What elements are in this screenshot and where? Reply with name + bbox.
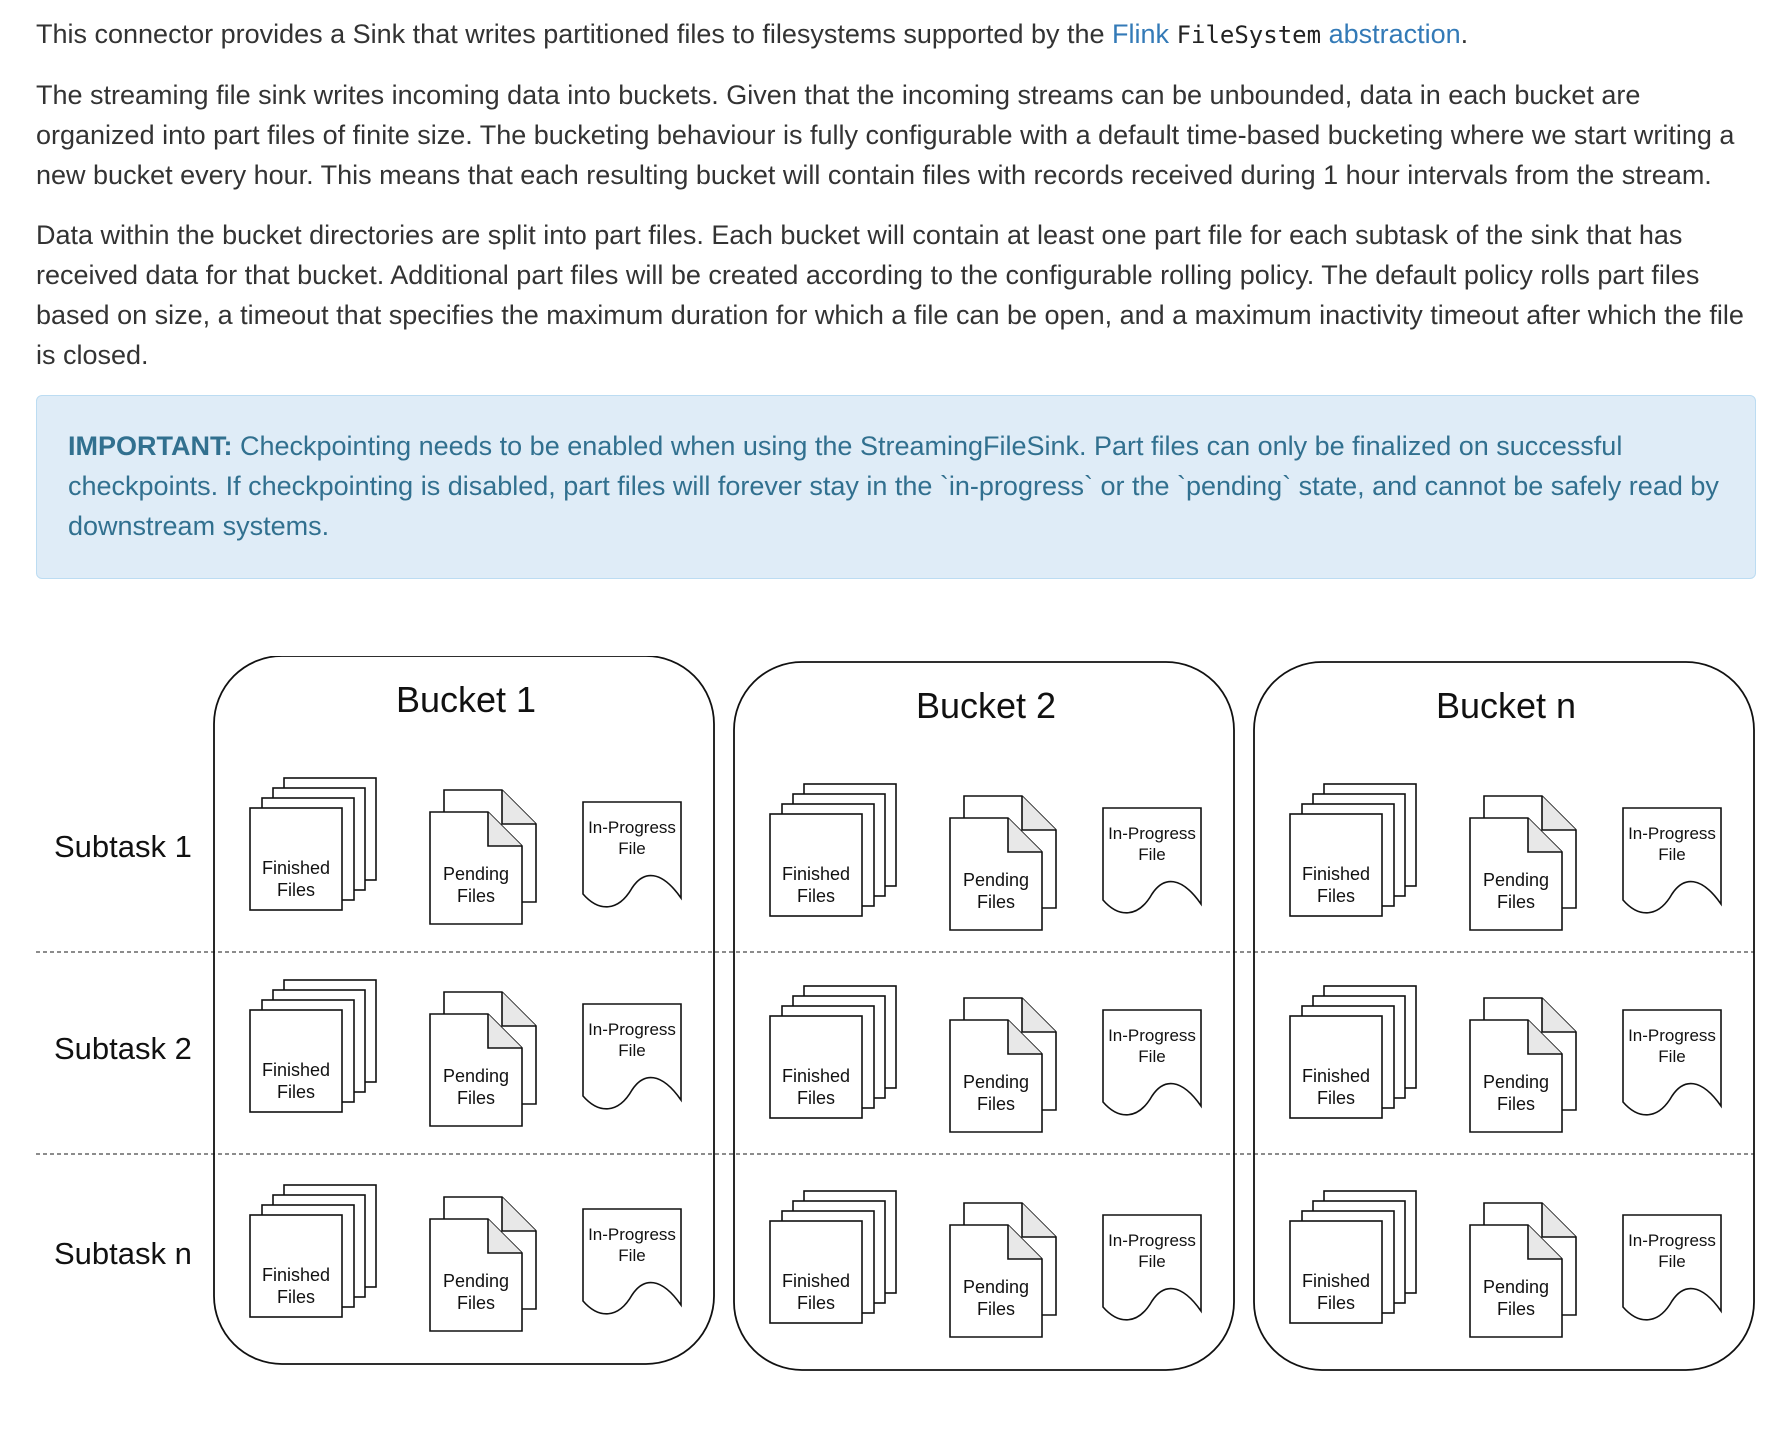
pending-file-sheet-fold <box>1022 1203 1056 1237</box>
finished-files-label: Finished <box>261 1060 331 1080</box>
flink-link[interactable]: Flink <box>1112 19 1170 49</box>
bucket-group <box>734 662 1234 1370</box>
part-files-paragraph: Data within the bucket directories are split into part files. Each bucket will contain at least one part file for each subtask of the sink that has received data for that bucket. Additional part files will be created according to the configurable rolling policy. The default policy rolls part files based on size, a timeout that specifies the maximum duration for which a file can be open, and a maximum inactivity timeout after which the file is closed. <box>36 220 1744 370</box>
buckets-paragraph: The streaming file sink writes incoming data into buckets. Given that the incoming streams can be unbounded, data in each bucket are organized into part files of finite size. The bucketing behaviour is fully configurable with a default time-based bucketing where we start writing a new bucket every hour. This means that each resulting bucket will contain files with records received during 1 hour intervals from the stream. <box>36 80 1735 190</box>
in-progress-file-label: File <box>1658 1047 1686 1066</box>
pending-files-label: Files <box>1496 1094 1536 1114</box>
pending-files-label: Files <box>976 1299 1016 1319</box>
pending-files-label: Pending <box>962 1072 1030 1092</box>
finished-files-label: Files <box>796 1293 836 1313</box>
in-progress-file-label: In-Progress <box>1628 1231 1716 1250</box>
finished-files-label: Files <box>1316 886 1356 906</box>
pending-files-label: Files <box>1496 892 1536 912</box>
pending-files-label: Pending <box>1482 1072 1550 1092</box>
bucket-title: Bucket n <box>1435 685 1577 726</box>
finished-files-label: Finished <box>1301 864 1371 884</box>
pending-files-label: Pending <box>962 1277 1030 1297</box>
in-progress-file-label: File <box>1138 1252 1166 1271</box>
pending-files-label: Pending <box>442 1066 510 1086</box>
bucket-group <box>1254 662 1754 1370</box>
in-progress-file-label: In-Progress <box>1628 824 1716 843</box>
in-progress-file-label: In-Progress <box>1108 824 1196 843</box>
in-progress-file-label: File <box>1658 845 1686 864</box>
pending-files-label: Pending <box>1482 870 1550 890</box>
in-progress-file-label: File <box>618 1041 646 1060</box>
finished-files-label: Finished <box>781 1271 851 1291</box>
finished-files-label: Finished <box>781 1066 851 1086</box>
in-progress-file-label: In-Progress <box>588 818 676 837</box>
pending-files-label: Files <box>456 1293 496 1313</box>
finished-files-label: Files <box>796 1088 836 1108</box>
pending-files-label: Files <box>456 1088 496 1108</box>
pending-files-label: Pending <box>442 864 510 884</box>
in-progress-file-label: In-Progress <box>588 1225 676 1244</box>
bucket-group <box>214 656 714 1364</box>
pending-files-label: Pending <box>1482 1277 1550 1297</box>
intro-text: This connector provides a Sink that writes partitioned files to filesystems supported by the <box>36 19 1113 49</box>
pending-files-label: Files <box>976 892 1016 912</box>
finished-files-label: Files <box>1316 1088 1356 1108</box>
pending-files-label: Files <box>976 1094 1016 1114</box>
finished-files-label: Files <box>276 1287 316 1307</box>
article-content <box>36 14 1756 579</box>
intro-paragraph <box>36 14 1756 55</box>
pending-files-label: Files <box>1496 1299 1536 1319</box>
pending-files-label: Pending <box>962 870 1030 890</box>
pending-file-sheet-fold <box>1542 796 1576 830</box>
callout-label: IMPORTANT: <box>68 431 233 461</box>
pending-file-sheet-fold <box>1022 998 1056 1032</box>
bucket-diagram-svg <box>36 656 1756 1376</box>
subtask-label: Subtask 2 <box>54 1031 192 1066</box>
bucket-diagram <box>36 656 1756 1376</box>
in-progress-file-label: In-Progress <box>1108 1026 1196 1045</box>
in-progress-file-label: File <box>1138 1047 1166 1066</box>
bucket-title: Bucket 2 <box>915 685 1057 726</box>
in-progress-file-label: File <box>1138 845 1166 864</box>
intro-period: . <box>1460 19 1469 49</box>
finished-files-label: Finished <box>261 858 331 878</box>
finished-files-label: Files <box>276 880 316 900</box>
finished-files-label: Finished <box>781 864 851 884</box>
pending-files-label: Files <box>456 886 496 906</box>
in-progress-file-label: In-Progress <box>1108 1231 1196 1250</box>
finished-files-label: Finished <box>1301 1271 1371 1291</box>
in-progress-file-label: File <box>1658 1252 1686 1271</box>
pending-file-sheet-fold <box>1542 1203 1576 1237</box>
finished-files-label: Files <box>1316 1293 1356 1313</box>
pending-file-sheet-fold <box>1542 998 1576 1032</box>
in-progress-file-label: In-Progress <box>1628 1026 1716 1045</box>
finished-files-label: Files <box>276 1082 316 1102</box>
filesystem-code: FileSystem <box>1176 21 1322 49</box>
subtask-label: Subtask 1 <box>54 829 192 864</box>
important-callout <box>36 395 1756 579</box>
bucket-title: Bucket 1 <box>395 679 537 720</box>
finished-files-label: Finished <box>1301 1066 1371 1086</box>
finished-files-label: Files <box>796 886 836 906</box>
finished-files-label: Finished <box>261 1265 331 1285</box>
subtask-label: Subtask n <box>54 1236 192 1271</box>
in-progress-file-label: File <box>618 839 646 858</box>
in-progress-file-label: In-Progress <box>588 1020 676 1039</box>
abstraction-link[interactable]: abstraction <box>1328 19 1461 49</box>
in-progress-file-label: File <box>618 1246 646 1265</box>
pending-file-sheet-fold <box>1022 796 1056 830</box>
callout-text: Checkpointing needs to be enabled when using the StreamingFileSink. Part files can only be finalized on successful checkpoints. If checkpointing is disabled, part files will forever stay in the `in-progress` or the `pending` state, and cannot be safely read by downstream systems. <box>68 431 1719 541</box>
pending-files-label: Pending <box>442 1271 510 1291</box>
